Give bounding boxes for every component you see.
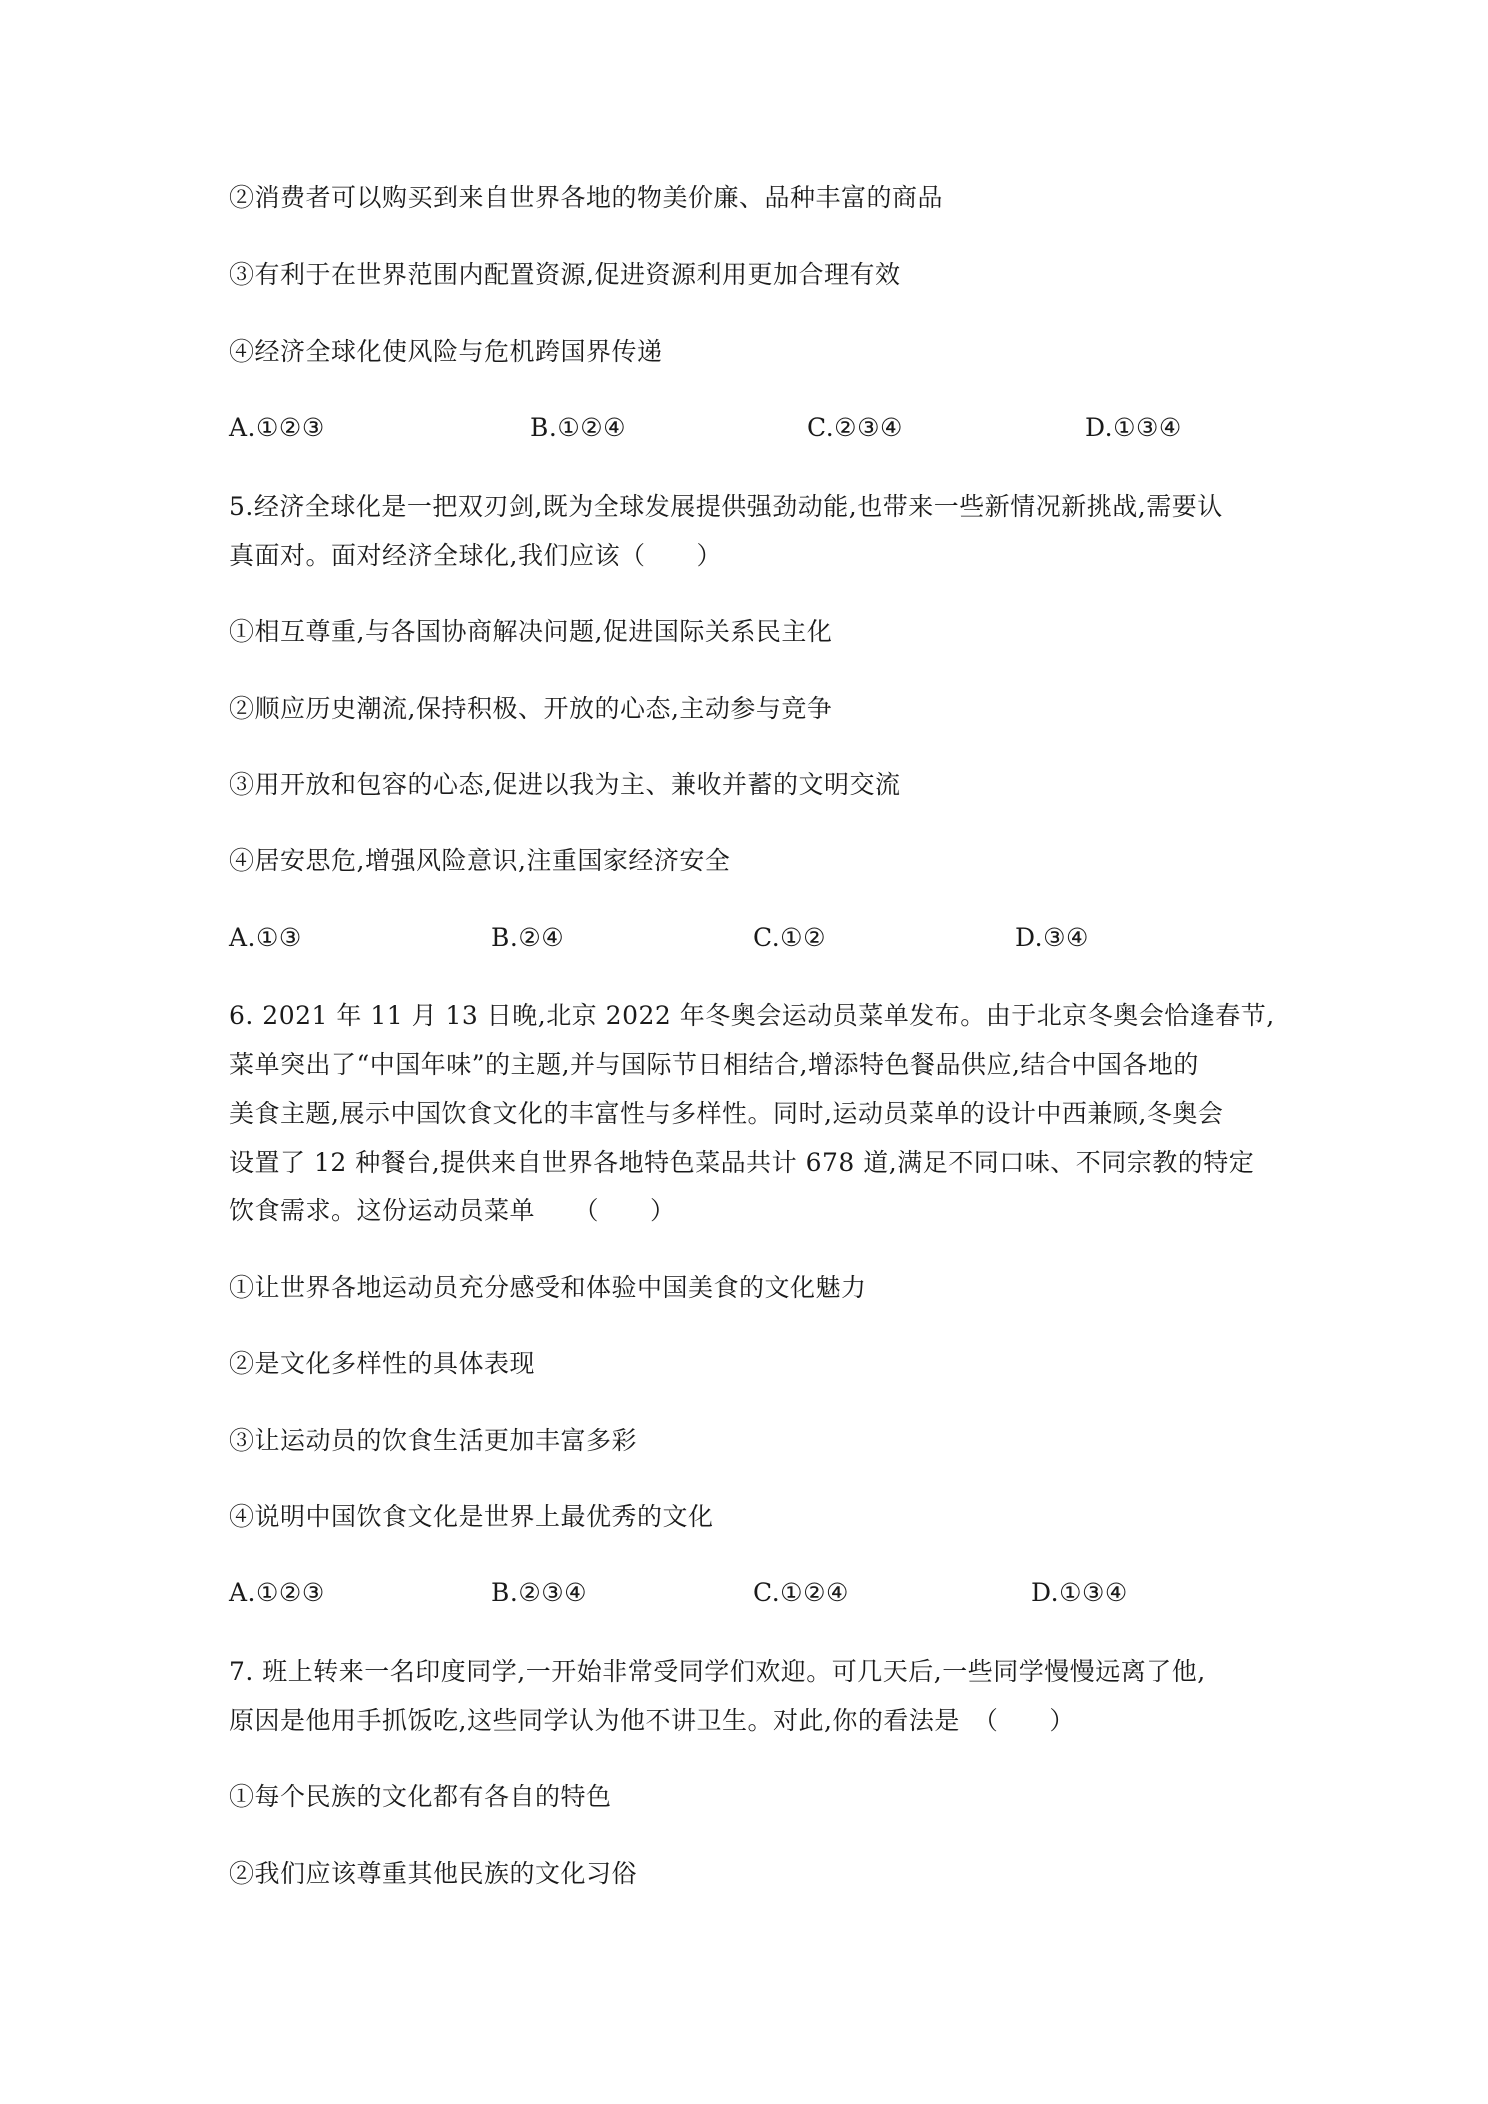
q6-option-a: A.①②③: [229, 1578, 325, 1607]
q7-item-1: ①每个民族的文化都有各自的特色: [229, 1782, 612, 1811]
q5-option-c: C.①②: [753, 923, 827, 952]
q5-option-a: A.①③: [229, 923, 302, 952]
q5-item-1: ①相互尊重,与各国协商解决问题,促进国际关系民主化: [229, 617, 833, 646]
q5-option-b: B.②④: [491, 923, 565, 952]
q6-item-1: ①让世界各地运动员充分感受和体验中国美食的文化魅力: [229, 1273, 867, 1302]
q7-stem-line-1: 7. 班上转来一名印度同学,一开始非常受同学们欢迎。可几天后,一些同学慢慢远离了他,: [229, 1657, 1206, 1686]
q4-item-2: ②消费者可以购买到来自世界各地的物美价廉、品种丰富的商品: [229, 183, 944, 212]
q4-item-3: ③有利于在世界范围内配置资源,促进资源利用更加合理有效: [229, 260, 901, 289]
q6-stem-line-5: 饮食需求。这份运动员菜单 （ ）: [229, 1196, 676, 1225]
q4-option-c: C.②③④: [807, 413, 903, 442]
q4-options: [229, 410, 1269, 446]
q4-item-4: ④经济全球化使风险与危机跨国界传递: [229, 337, 663, 366]
q5-item-2: ②顺应历史潮流,保持积极、开放的心态,主动参与竞争: [229, 694, 833, 723]
q6-options: [229, 1575, 1269, 1611]
q4-option-b: B.①②④: [530, 413, 627, 442]
q6-stem-line-2: 菜单突出了“中国年味”的主题,并与国际节日相结合,增添特色餐品供应,结合中国各地的: [229, 1050, 1199, 1079]
q5-stem-line-1: 5.经济全球化是一把双刃剑,既为全球发展提供强劲动能,也带来一些新情况新挑战,需要认: [229, 492, 1223, 521]
q7-item-2: ②我们应该尊重其他民族的文化习俗: [229, 1859, 638, 1888]
q6-option-d: D.①③④: [1031, 1578, 1128, 1607]
q5-option-d: D.③④: [1015, 923, 1089, 952]
q6-option-b: B.②③④: [491, 1578, 588, 1607]
q6-stem-line-1: 6. 2021 年 11 月 13 日晚,北京 2022 年冬奥会运动员菜单发布。由于北京冬奥会恰逢春节,: [229, 1001, 1275, 1030]
q6-item-2: ②是文化多样性的具体表现: [229, 1349, 536, 1378]
q4-option-d: D.①③④: [1085, 413, 1182, 442]
q5-stem-line-2: 真面对。面对经济全球化,我们应该（ ）: [229, 541, 722, 570]
q6-stem-line-3: 美食主题,展示中国饮食文化的丰富性与多样性。同时,运动员菜单的设计中西兼顾,冬奥会: [229, 1099, 1224, 1128]
q6-item-3: ③让运动员的饮食生活更加丰富多彩: [229, 1426, 638, 1455]
q6-item-4: ④说明中国饮食文化是世界上最优秀的文化: [229, 1502, 714, 1531]
q4-option-a: A.①②③: [229, 413, 325, 442]
q5-item-3: ③用开放和包容的心态,促进以我为主、兼收并蓄的文明交流: [229, 770, 901, 799]
q6-option-c: C.①②④: [753, 1578, 849, 1607]
q5-item-4: ④居安思危,增强风险意识,注重国家经济安全: [229, 846, 731, 875]
q5-options: [229, 920, 1269, 956]
q7-stem-line-2: 原因是他用手抓饭吃,这些同学认为他不讲卫生。对此,你的看法是 （ ）: [229, 1706, 1075, 1735]
q6-stem-line-4: 设置了 12 种餐台,提供来自世界各地特色菜品共计 678 道,满足不同口味、不同宗教的特定: [229, 1148, 1255, 1177]
